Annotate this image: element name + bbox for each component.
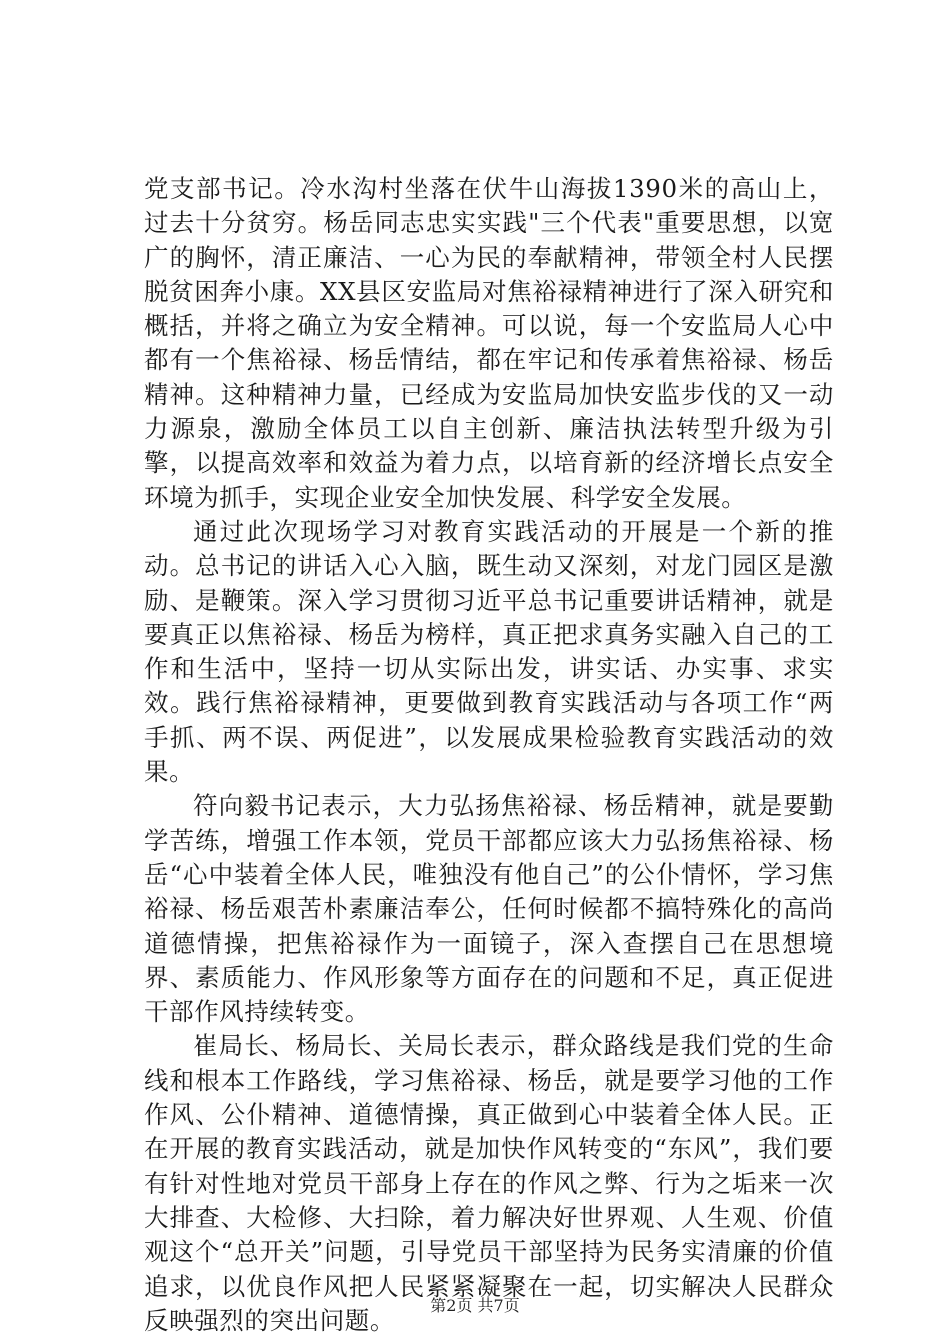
paragraph-directors-remarks: 崔局长、杨局长、关局长表示，群众路线是我们党的生命线和根本工作路线，学习焦裕禄、杨岳，就是要学习他的工作作风、公仆精神、道德情操，真正做到心中装着全体人民。正在开展的教育实践活动，就是加快作风转变的“东风”，我们要有针对性地对党员干部身上存在的作风之弊、行为之垢来一次大排查、大检修、大扫除，着力解决好世界观、人生观、价值观这个“总开关”问题，引导党员干部坚持为民务实清廉的价值追求，以优良作风把人民紧紧凝聚在一起，切实解决人民群众反映强烈的突出问题。 — [144, 1031, 834, 1335]
paragraph-secretary-remarks: 符向毅书记表示，大力弘扬焦裕禄、杨岳精神，就是要勤学苦练，增强工作本领，党员干部都应该大力弘扬焦裕禄、杨岳“心中装着全体人民，唯独没有他自己”的公仆情怀，学习焦裕禄、杨岳艰苦朴素廉洁奉公，任何时候都不搞特殊化的高尚道德情操，把焦裕禄作为一面镜子，深入查摆自己在思想境界、素质能力、作风形象等方面存在的问题和不足，真正促进干部作风持续转变。 — [144, 791, 834, 1027]
paragraph-continuation: 党支部书记。冷水沟村坐落在伏牛山海拔1390米的高山上，过去十分贫穷。杨岳同志忠实实践"三个代表"重要思想，以宽广的胸怀，清正廉洁、一心为民的奉献精神，带领全村人民摆脱贫困奔小康。XX县区安监局对焦裕禄精神进行了深入研究和概括，并将之确立为安全精神。可以说，每一个安监局人心中都有一个焦裕禄、杨岳情结，都在牢记和传承着焦裕禄、杨岳精神。这种精神力量，已经成为安监局加快安监步伐的又一动力源泉，激励全体员工以自主创新、廉洁执法转型升级为引擎，以提高效率和效益为着力点，以培育新的经济增长点安全环境为抓手，实现企业安全加快发展、科学安全发展。 — [144, 174, 834, 512]
paragraph-study-impact: 通过此次现场学习对教育实践活动的开展是一个新的推动。总书记的讲话入心入脑，既生动又深刻，对龙门园区是激励、是鞭策。深入学习贯彻习近平总书记重要讲话精神，就是要真正以焦裕禄、杨岳为榜样，真正把求真务实融入自己的工作和生活中，坚持一切从实际出发，讲实话、办实事、求实效。践行焦裕禄精神，更要做到教育实践活动与各项工作“两手抓、两不误、两促进”，以发展成果检验教育实践活动的效果。 — [144, 516, 834, 787]
document-body — [144, 172, 834, 1338]
page-number-footer: 第2页 共7页 — [430, 1296, 520, 1315]
